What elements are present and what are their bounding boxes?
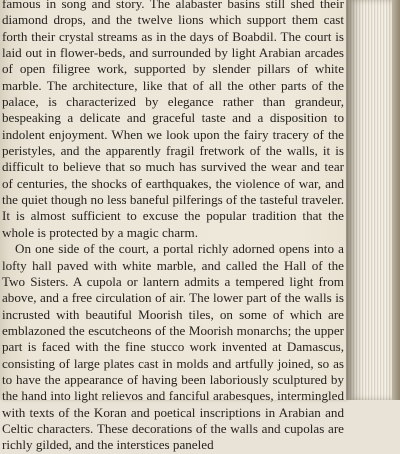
paragraph-hall-of-two-sisters: On one side of the court, a portal richly adorned opens into a lofty hall paved with white marble, and called the Hall of the Two Sisters. A cupola or lantern admits a tempered light from above, and a free circulation of air. The lower part of the walls is incrusted with beautiful Moorish tiles, on some of which are emblazoned the escutcheons of the Moorish monarchs; the upper part is faced with the fine stucco work invented at Damascus, consisting of large plates cast in molds and artfully joined, so as to have the appearance of having been laboriously sculptured by the hand into light relievos and fanciful arabesques, intermingled with texts of the Koran and poetical inscriptions in Arabian and Celtic characters. These decorations of the walls and cupolas are richly gilded, and the interstices paneled bbox=[2, 241, 344, 453]
page-text bbox=[2, 0, 344, 454]
book-cover-edge bbox=[392, 0, 400, 400]
paragraph-court-description: famous in song and story. The alabaster basins still shed their diamond drops, and the twelve lions which support them cast forth their crystal streams as in the days of Boabdil. The court is laid out in flower-beds, and surrounded by light Arabian arcades of open filigree work, supported by slender pillars of white marble. The architecture, like that of all the other parts of the palace, is characterized by elegance rather than grandeur, bespeaking a delicate and graceful taste and a disposition to indolent enjoyment. When we look upon the fairy tracery of the peristyles, and the apparently fragil fretwork of the walls, it is difficult to believe that so much has survived the wear and tear of centuries, the shocks of earthquakes, the violence of war, and the quiet though no less baneful pilferings of the tasteful traveler. It is almost sufficient to excuse the popular tradition that the whole is protected by a magic charm. bbox=[2, 0, 344, 240]
